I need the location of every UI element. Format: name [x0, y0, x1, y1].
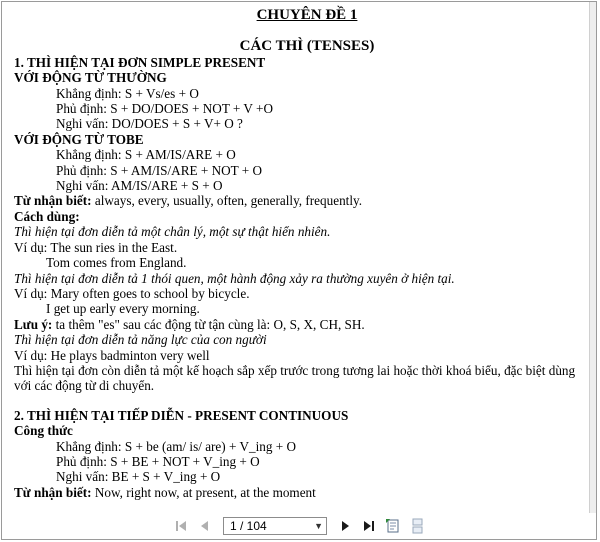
- page-dropdown-icon[interactable]: ▼: [314, 521, 323, 531]
- formula-heading: Công thức: [14, 423, 73, 439]
- signal-words-text: always, every, usually, often, generally, frequently.: [91, 193, 363, 209]
- section-2-heading: 2. THÌ HIỆN TẠI TIẾP DIỄN - PRESENT CONTINUOUS: [14, 407, 349, 423]
- section-1-heading: 1. THÌ HIỆN TẠI ĐƠN SIMPLE PRESENT: [14, 54, 266, 70]
- continuous-signal-text: Now, right now, at present, at the moment: [91, 484, 316, 500]
- previous-page-icon[interactable]: [196, 517, 214, 535]
- note-label: Lưu ý:: [14, 316, 53, 332]
- page-navigation-toolbar: [2, 513, 596, 539]
- continuous-negative: Phủ định: S + BE + NOT + V_ing + O: [56, 453, 260, 469]
- tobe-negative: Phủ định: S + AM/IS/ARE + NOT + O: [56, 162, 262, 178]
- next-page-icon[interactable]: [336, 517, 354, 535]
- vertical-scrollbar[interactable]: [589, 2, 596, 517]
- note-line: [14, 317, 586, 332]
- continuous-signal-label: Từ nhận biết:: [14, 484, 92, 500]
- example-2b: I get up early every morning.: [46, 301, 200, 317]
- regular-question: Nghi vấn: DO/DOES + S + V+ O ?: [56, 116, 243, 132]
- note-text: ta thêm "es" sau các động từ tận cùng là: O, S, X, CH, SH.: [52, 316, 365, 332]
- doc-subtitle: CÁC THÌ (TENSES): [239, 38, 375, 55]
- tobe-affirmative: Khẳng định: S + AM/IS/ARE + O: [56, 147, 236, 163]
- usage-heading: Cách dùng:: [14, 208, 80, 224]
- continuous-affirmative: Khẳng định: S + be (am/ is/ are) + V_ing + O: [56, 438, 296, 454]
- example-3: Ví dụ: He plays badminton very well: [14, 347, 210, 363]
- example-1b: Tom comes from England.: [46, 255, 187, 271]
- first-page-icon[interactable]: [172, 517, 190, 535]
- signal-words-line: [14, 193, 586, 208]
- page-number-input[interactable]: [223, 517, 327, 535]
- regular-affirmative: Khẳng định: S + Vs/es + O: [56, 85, 199, 101]
- regular-verbs-heading: VỚI ĐỘNG TỪ THƯỜNG: [14, 70, 167, 86]
- fit-page-icon[interactable]: [384, 517, 402, 535]
- last-page-icon[interactable]: [360, 517, 378, 535]
- example-2: Ví dụ: Mary often goes to school by bicycle.: [14, 285, 250, 301]
- tobe-heading: VỚI ĐỘNG TỪ TOBE: [14, 131, 144, 147]
- usage-schedule: Thì hiện tại đơn còn diễn tả một kế hoạch sắp xếp trước trong tương lai hoặc thời khoá biểu, đặc biệt dùng với các động từ di chuyển.: [14, 362, 576, 394]
- continuous-view-icon[interactable]: [408, 517, 426, 535]
- usage-habit: Thì hiện tại đơn diễn tả 1 thói quen, một hành động xảy ra thường xuyên ở hiện tại.: [14, 270, 455, 286]
- continuous-signal-line: [14, 485, 586, 500]
- document-viewer: [1, 1, 597, 540]
- document-page: [14, 8, 586, 500]
- usage-truth: Thì hiện tại đơn diễn tả một chân lý, một sự thật hiển nhiên.: [14, 224, 331, 240]
- example-1: Ví dụ: The sun ries in the East.: [14, 239, 178, 255]
- regular-negative: Phủ định: S + DO/DOES + NOT + V +O: [56, 101, 273, 117]
- tobe-question: Nghi vấn: AM/IS/ARE + S + O: [56, 178, 223, 194]
- page-indicator: 1 / 104: [230, 519, 267, 533]
- usage-ability: Thì hiện tại đơn diễn tả năng lực của con người: [14, 332, 267, 348]
- signal-words-label: Từ nhận biết:: [14, 193, 92, 209]
- continuous-question: Nghi vấn: BE + S + V_ing + O: [56, 469, 221, 485]
- doc-title: CHUYÊN ĐỀ 1: [256, 7, 358, 23]
